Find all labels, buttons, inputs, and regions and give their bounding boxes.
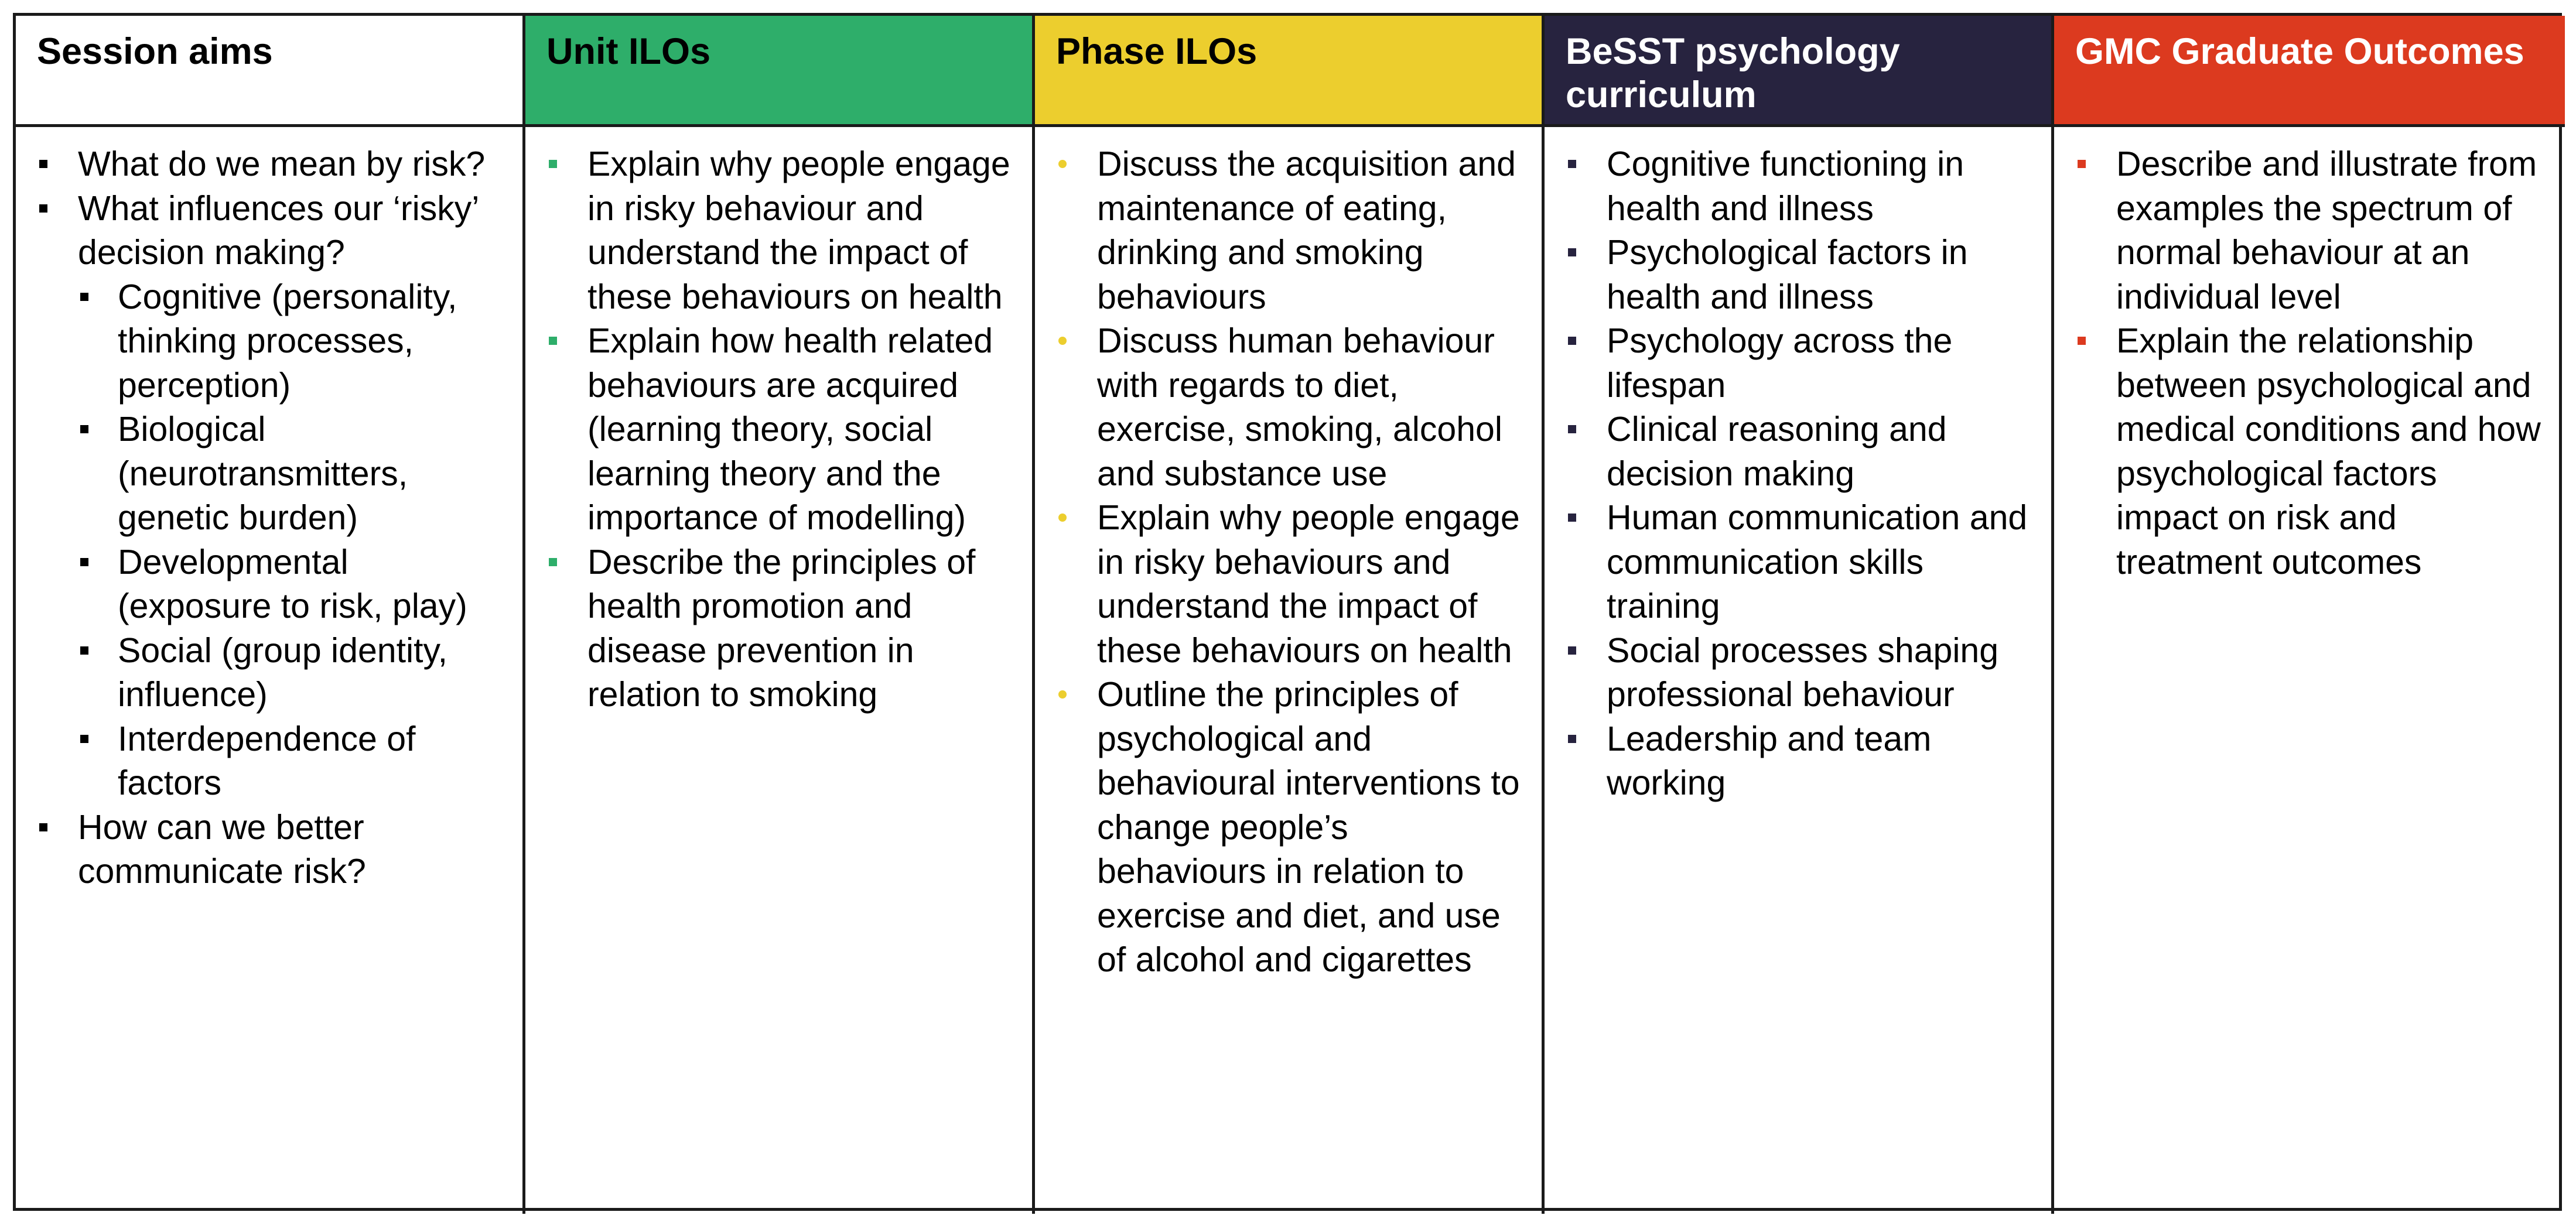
list-item <box>1566 496 2034 629</box>
square-bullet-icon <box>549 558 557 566</box>
session-aims-list <box>37 142 505 275</box>
square-bullet-icon <box>1568 646 1576 655</box>
list-item-text: Biological (neurotransmitters, genetic burden) <box>118 410 408 537</box>
session-influences-sublist <box>78 275 505 806</box>
list-item <box>2075 319 2547 584</box>
square-bullet-icon <box>549 337 557 345</box>
list-item <box>1056 673 1524 982</box>
square-bullet-icon <box>1568 735 1576 743</box>
phase-ilos-cell <box>1035 127 1545 1214</box>
square-bullet-icon <box>1568 425 1576 433</box>
list-item <box>37 142 505 187</box>
header-gmc-outcomes: GMC Graduate Outcomes <box>2054 16 2565 127</box>
list-item <box>1566 319 2034 408</box>
list-item <box>1566 408 2034 496</box>
round-bullet-icon <box>1058 513 1067 522</box>
square-bullet-icon <box>1568 337 1576 345</box>
list-item-text: Cognitive functioning in health and illness <box>1607 145 1965 228</box>
list-item-text: Outline the principles of psychological and behavioural interventions to change people’s behaviours in relation to exercise and diet, and use of alcohol and cigarettes <box>1097 675 1520 979</box>
list-item <box>1056 142 1524 319</box>
list-item-text: What do we mean by risk? <box>78 145 486 183</box>
square-bullet-icon <box>1568 160 1576 168</box>
list-item-text: Psychology across the lifespan <box>1607 321 1953 405</box>
gmc-outcomes-cell <box>2054 127 2565 1214</box>
phase-ilos-list <box>1056 142 1524 982</box>
square-bullet-icon <box>39 160 47 168</box>
list-item-text: Leadership and team working <box>1607 719 1932 802</box>
list-item-text: Clinical reasoning and decision making <box>1607 410 1947 493</box>
square-bullet-icon <box>80 425 88 433</box>
unit-ilos-list <box>546 142 1014 717</box>
square-bullet-icon <box>39 823 47 831</box>
list-item-text: What influences our ‘risky’ decision making? <box>78 189 479 272</box>
list-item <box>2075 142 2547 319</box>
list-item-text: Developmental (exposure to risk, play) <box>118 542 467 625</box>
square-bullet-icon <box>549 160 557 168</box>
list-item <box>1566 231 2034 319</box>
square-bullet-icon <box>80 293 88 301</box>
list-item <box>1056 496 1524 673</box>
square-bullet-icon <box>1568 513 1576 522</box>
sub-list-item <box>78 275 505 408</box>
header-besst-curriculum: BeSST psychology curriculum <box>1545 16 2054 127</box>
list-item <box>1566 142 2034 231</box>
list-item-text: Psychological factors in health and illness <box>1607 233 1968 316</box>
session-aims-list-end <box>37 806 505 894</box>
square-bullet-icon <box>2078 160 2086 168</box>
list-item-text: Describe and illustrate from examples the spectrum of normal behaviour at an individual level <box>2116 145 2537 316</box>
sub-list-item <box>78 540 505 629</box>
square-bullet-icon <box>39 204 47 213</box>
list-item-text: Social processes shaping professional behaviour <box>1607 631 1999 714</box>
header-phase-ilos: Phase ILOs <box>1035 16 1545 127</box>
list-item-text: Social (group identity, influence) <box>118 631 447 714</box>
list-item-text: Human communication and communication skills training <box>1607 498 2028 625</box>
square-bullet-icon <box>80 735 88 743</box>
header-session-aims: Session aims <box>16 16 525 127</box>
round-bullet-icon <box>1058 690 1067 699</box>
list-item-text: Explain why people engage in risky behaviours and understand the impact of these behaviours on health <box>1097 498 1520 670</box>
besst-curriculum-list <box>1566 142 2034 806</box>
list-item-text: Explain the relationship between psychological and medical conditions and how psychological factors impact on risk and treatment outcomes <box>2116 321 2541 581</box>
round-bullet-icon <box>1058 337 1067 345</box>
round-bullet-icon <box>1058 160 1067 168</box>
sub-list-item <box>78 629 505 717</box>
header-unit-ilos: Unit ILOs <box>525 16 1035 127</box>
gmc-outcomes-list <box>2075 142 2547 584</box>
unit-ilos-cell <box>525 127 1035 1214</box>
list-item-text: How can we better communicate risk? <box>78 807 366 891</box>
list-item <box>37 806 505 894</box>
list-item <box>546 319 1014 540</box>
list-item-text: Discuss the acquisition and maintenance of eating, drinking and smoking behaviours <box>1097 145 1516 316</box>
list-item-text: Cognitive (personality, thinking processes, perception) <box>118 277 457 405</box>
session-aims-cell <box>16 127 525 1214</box>
besst-curriculum-cell <box>1545 127 2054 1214</box>
list-item <box>1566 717 2034 806</box>
list-item <box>37 187 505 275</box>
list-item <box>1566 629 2034 717</box>
sub-list-item <box>78 717 505 806</box>
square-bullet-icon <box>2078 337 2086 345</box>
square-bullet-icon <box>1568 248 1576 256</box>
curriculum-table <box>13 13 2562 1211</box>
square-bullet-icon <box>80 558 88 566</box>
list-item-text: Discuss human behaviour with regards to diet, exercise, smoking, alcohol and substance use <box>1097 321 1502 493</box>
list-item-text: Interdependence of factors <box>118 719 416 802</box>
list-item <box>546 540 1014 717</box>
list-item-text: Describe the principles of health promotion and disease prevention in relation to smoking <box>587 542 976 714</box>
sub-list-item <box>78 408 505 540</box>
list-item <box>1056 319 1524 496</box>
list-item <box>546 142 1014 319</box>
square-bullet-icon <box>80 646 88 655</box>
list-item-text: Explain how health related behaviours are acquired (learning theory, social learning theory and the importance of modelling) <box>587 321 993 537</box>
list-item-text: Explain why people engage in risky behaviour and understand the impact of these behaviours on health <box>587 145 1010 316</box>
